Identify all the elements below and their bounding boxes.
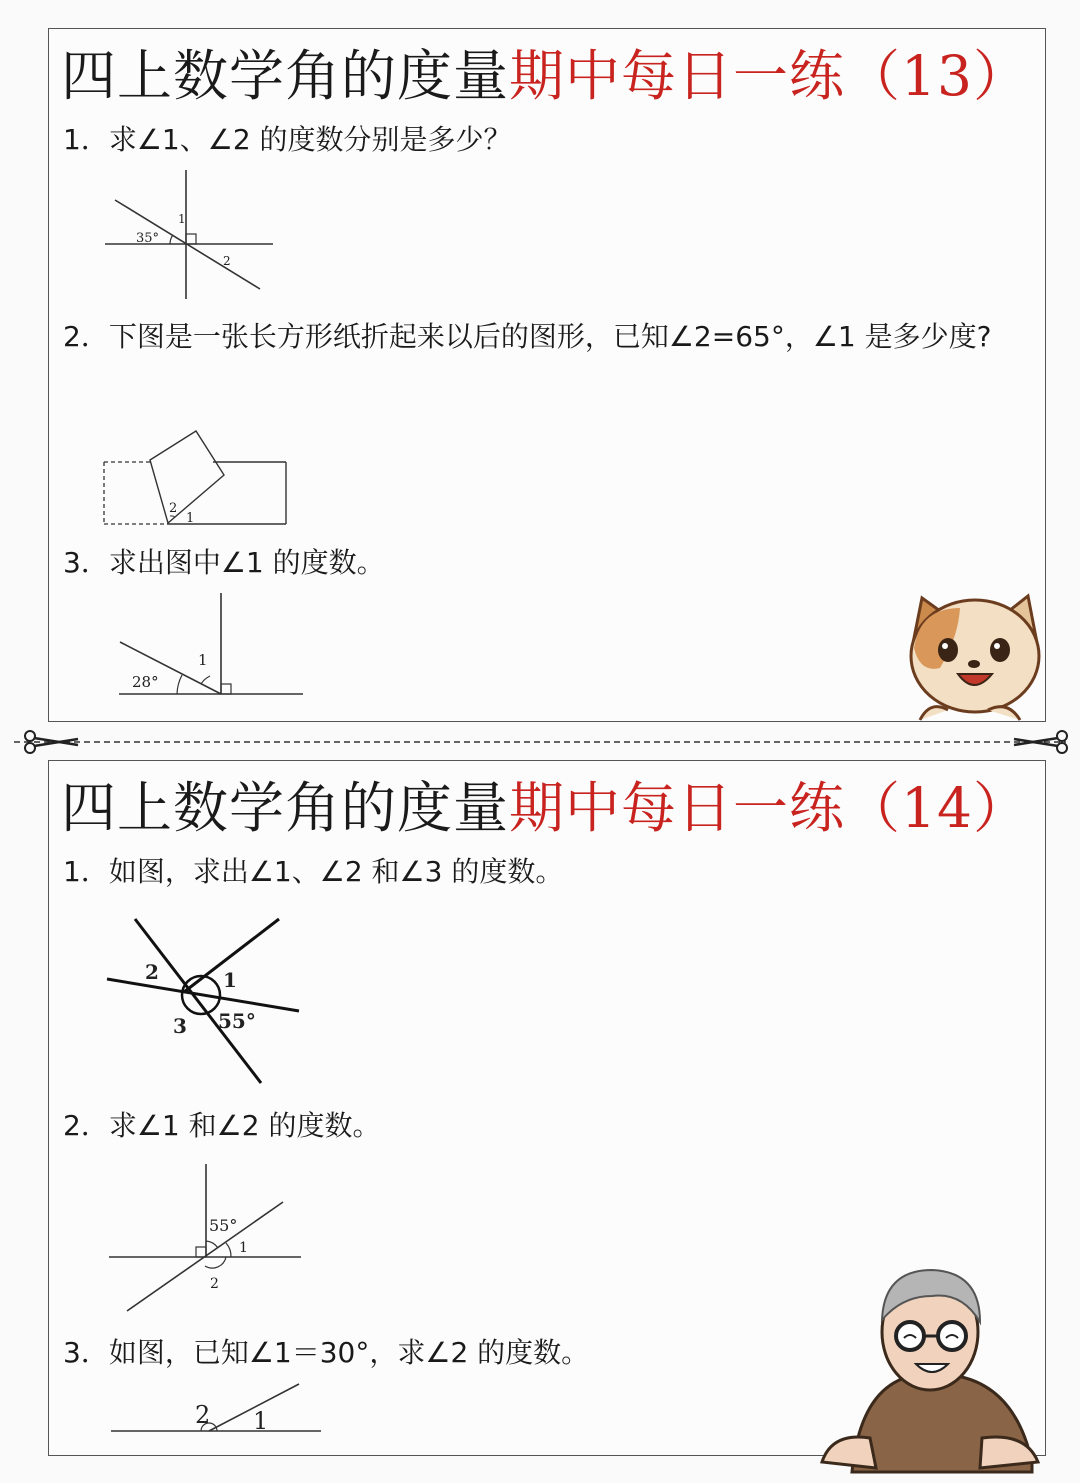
title-red: 期中每日一练（13） (509, 44, 1030, 108)
worksheet-14-title (61, 763, 1029, 853)
question-2: 2．求∠1 和∠2 的度数。 (63, 1109, 381, 1142)
title-red: 期中每日一练（14） (509, 776, 1030, 840)
cartoon-teacher (812, 1262, 1056, 1478)
question-3: 3．如图，已知∠1＝30°，求∠2 的度数。 (63, 1336, 590, 1369)
label-1: 1 (253, 1407, 269, 1435)
angle-label: 35° (136, 231, 160, 246)
label-2: 2 (195, 1401, 211, 1429)
label-1: 1 (223, 968, 237, 992)
label-2: 2 (169, 501, 178, 516)
cut-line (0, 728, 1080, 758)
worksheet-13-title (61, 31, 1029, 121)
label-3: 3 (173, 1014, 187, 1038)
angle-label: 55° (218, 1009, 256, 1033)
figure-q2 (107, 1161, 307, 1316)
question-1: 1．如图，求出∠1、∠2 和∠3 的度数。 (63, 855, 564, 888)
label-2: 2 (223, 254, 231, 268)
label-1: 1 (178, 212, 186, 226)
label-1: 1 (186, 511, 195, 526)
title-black: 四上数学角的度量 (61, 776, 510, 840)
cartoon-cat (900, 578, 1050, 728)
title-black: 四上数学角的度量 (61, 44, 510, 108)
scissors-icon (25, 731, 78, 753)
label-1: 1 (198, 651, 208, 669)
angle-label: 55° (209, 1216, 238, 1235)
label-2: 2 (145, 960, 159, 984)
label-2: 2 (210, 1276, 219, 1292)
figure-q2 (103, 429, 293, 529)
question-3: 3．求出图中∠1 的度数。 (63, 546, 385, 579)
figure-q3 (109, 1381, 329, 1437)
label-1: 1 (239, 1240, 248, 1256)
question-1: 1．求∠1、∠2 的度数分别是多少？ (63, 123, 512, 156)
figure-q1 (105, 913, 305, 1088)
question-2: 2．下图是一张长方形纸折起来以后的图形，已知∠2=65°，∠1 是多少度? (63, 320, 992, 353)
worksheet-13 (48, 28, 1046, 722)
figure-q1 (103, 167, 283, 303)
angle-label: 28° (132, 673, 159, 691)
figure-q3 (115, 591, 307, 703)
